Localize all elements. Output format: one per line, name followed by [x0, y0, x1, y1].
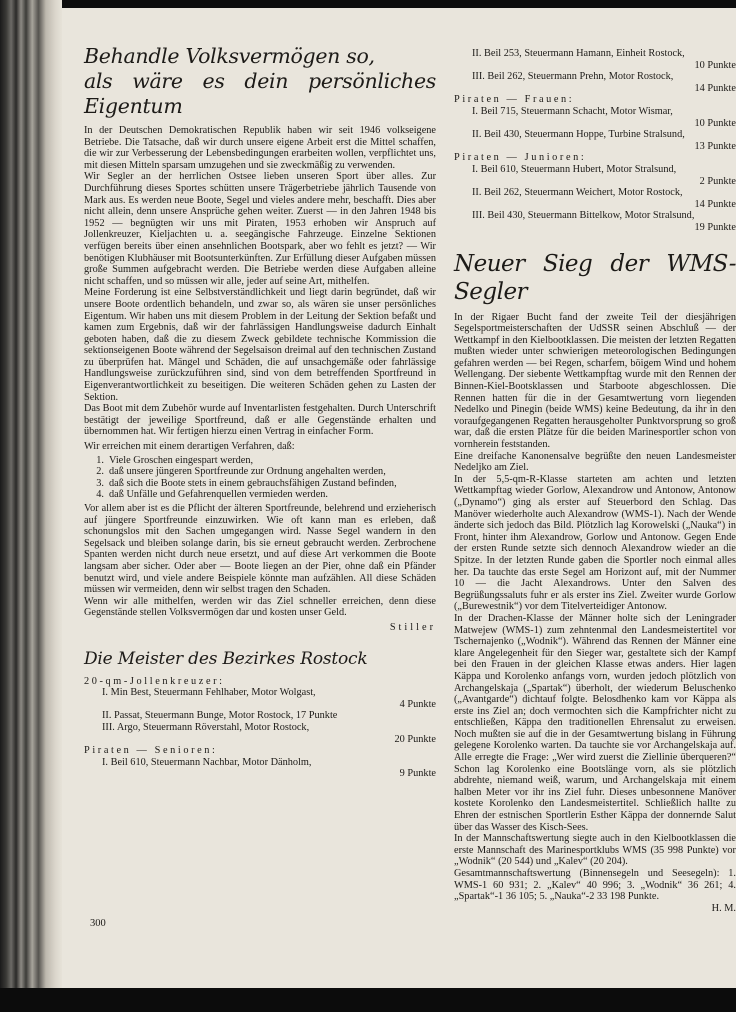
result-category: Piraten — Frauen: — [454, 94, 575, 106]
result-entry: III. Argo, Steuermann Röverstahl, Motor Rostock, — [102, 721, 310, 733]
result-points: 9 Punkte — [399, 768, 436, 780]
result-entry: III. Beil 430, Steuermann Bittelkow, Motor Stralsund, — [472, 210, 695, 222]
list-item — [84, 489, 436, 501]
paragraph: Vor allem aber ist es die Pflicht der älteren Sportfreunde, belehrend und erzieherisch auf jüngere Sportfreunde einzuwirken. Wie oft kann man es erleben, daß schonungslos mit den Sachen umgegangen wird. Nasse Segel wandern in den Segelsack und bleiben solange darin, bis sie erneut gebraucht werden. Zerbrochene Spanten werden nicht durch neue ersetzt, und auf diese Art verkommen die Boote langsam aber sicher. Oder aber — Boote liegen an der Pier, ohne daß ein Pfänder benutzt wird, und viele andere Beispiele könnte man aufzählen. All diese Schäden müssen wir vermeiden, denn wir selbst tragen den Schaden. — [84, 503, 436, 596]
result-points: 13 Punkte — [694, 140, 736, 152]
book-binding — [0, 0, 62, 1012]
article-title-line2: als wäre es dein persönliches Eigentum — [84, 69, 436, 118]
paragraph: In der Drachen-Klasse der Männer holte sich der Leningrader Matwejew (WMS-1) zum zehntenmal den Landesmeistertitel vor Tschernajenko („Wodnik“). Während das Rennen der Männer eine klare Angelegenheit für den Sieger war, gestaltete sich der Kampf bei den Frauen in der gleichen Klasse etwas anders. Hier lagen Käppa und Korolenko anfangs vorn, wurden jedoch plötzlich von Archangelskaja („Spartak“) überholt, der wiederum Beluschenko („Avantgarde“) dichtauf folgte. Belosdhenko kam vor Käppa als erste ins Ziel an; doch vermochten sich die Kampfrichter nicht zu entschließen, Käppa den traditionellen Ehrensalut zu erweisen. Noch mußten sie auf die in der Gesamtwertung bislang in Führung gelegene Korolenko warten. Da tauchte sie vor Archangelskaja auf. Alle erregte die Frage: „Wer wird zuerst die Ziellinie überqueren?“ Schon lag Korolenko eine Bootslänge vorn, als sie plötzlich abdrehte, niemand weiß, warum, und Archangelskaja mit einem halben Meter vor ihr ins Ziel fuhr. Dieses unbesonnene Manöver kostete Korolenko den Landesmeistertitel. Schließlich hallte zu Ehren der estnischen Sportlerin Esther Käppa der donnernde Salut über das Wasser des Kisch-Sees. — [454, 612, 736, 833]
result-entry: II. Beil 430, Steuermann Hoppe, Turbine Stralsund, — [472, 129, 685, 141]
paragraph: Wenn wir alle mithelfen, werden wir das Ziel schneller erreichen, denn diese Gegenstände stellen Volksvermögen dar und kosten unser Geld. — [84, 595, 436, 619]
result-entry: I. Min Best, Steuermann Fehlhaber, Motor Wolgast, — [102, 687, 316, 699]
result-points: 2 Punkte — [699, 175, 736, 187]
result-category: 20-qm-Jollenkreuzer: — [84, 675, 225, 687]
paragraph: In der 5,5-qm-R-Klasse starteten am achten und letzten Wettkampftag wieder Gorlow, Alexandrow und Antonow, Antonow („Dynamo“) ging als erster auf Steuerbord den Schlag. Das Manöver wiederholte auch Alexandrow (WMS-1). Nach der Wende änderte sich jedoch das Bild. Plötzlich lag Korowelski („Nauka“) in Front, hinter ihm Alexandrow, Gorlow und Antonow. Gegen Ende der ersten Runde setzte sich dennoch Alexandrow wieder an die Spitze. In der letzten Runde gaben die Sportler noch einmal alles her. Da tauchte das erste Segel am Horizont auf, mit der Nummer 10 — die Jacht Alexandrows. Unter den Salven des Begrüßungssaluts fuhr er als erster ins Ziel. Zweiter wurde Gorlow („Burewestnik“) vor dem Titelverteidiger Antonow. — [454, 473, 736, 613]
result-entry: II. Passat, Steuermann Bunge, Motor Rostock, 17 Punkte — [102, 710, 338, 722]
list-number: 2. — [96, 466, 104, 478]
author-signature: Stiller — [389, 621, 436, 633]
list-text: daß unsere jüngeren Sportfreunde zur Ordnung angehalten werden, — [109, 466, 386, 478]
result-points: 14 Punkte — [694, 198, 736, 210]
article-title-line1: Behandle Volksvermögen so, — [84, 44, 375, 68]
left-column — [84, 44, 436, 780]
list-text: Viele Groschen eingespart werden, — [109, 454, 254, 466]
section-title: Neuer Sieg der WMS-Segler — [454, 250, 736, 305]
list-text: daß sich die Boote stets in einem gebrauchsfähigen Zustand befinden, — [109, 477, 397, 489]
paragraph: In der Rigaer Bucht fand der zweite Teil der diesjährigen Segelsportmeisterschaften der UdSSR seinen Abschluß — der Wettkampf in den Kielbootklassen. Die meisten der letzten Regatten mußten wieder unter schwierigen meteorologischen Bedingungen gefahren werden — bei Regen, scharfem, böigem Wind und hohem Wellengang. Der siebente Wettkampftag wurde mit den Rennen der Binnen-Kiel-Bootsklassen und Starboote abgeschlossen. Die Rennen hatten für die in der Gesamtwertung vorn liegenden Nedelko und Pinegin (beide WMS) keine Bedeutung, da ihr in den voraufgegangenen Regatten herausgeholter Punktvorsprung so groß war, daß die ersten Plätze für die beiden Marinesportler schon von vornherein feststanden. — [454, 311, 736, 451]
result-entry: I. Beil 610, Steuermann Nachbar, Motor Dänholm, — [102, 756, 312, 768]
list-item — [84, 455, 436, 467]
result-entry: III. Beil 262, Steuermann Prehn, Motor Rostock, — [472, 71, 674, 83]
paragraph: In der Mannschaftswertung siegte auch in den Kielbootklassen die erste Mannschaft des Marinesportklubs WMS (35 998 Punkte) vor „Wodnik“ (20 544) und „Kalev“ (20 204). — [454, 833, 736, 868]
paragraph: Meine Forderung ist eine Selbstverständlichkeit und liegt darin begründet, daß wir unsere Boote ordentlich behandeln, und zwar so, als wären sie unser persönliches Eigentum. Wir haben uns mit diesem Problem in der Leitung der Sektion befaßt und kamen zum Ergebnis, daß wir der fahrlässigen Handlungsweise dadurch Einhalt geboten haben, daß die zu diesem Zweck gebildete technische Kommission die sektionseigenen Boote während der Segelsaison dreimal auf den technischen Zustand zu überprüfen hat. Mängel und Schäden, die auf unsachgemäße oder fahrlässige Handlungsweise zurückzuführen sind, sind von dem betreffenden Sportfreund in Eigenverantwortlichkeit zu beseitigen. Die weiteren Schäden gehen zu Lasten der Sektion. — [84, 287, 436, 403]
list-item — [84, 466, 436, 478]
list-number: 1. — [96, 454, 104, 466]
list-item — [84, 478, 436, 490]
result-points: 14 Punkte — [694, 82, 736, 94]
paragraph: Wir erreichen mit einem derartigen Verfahren, daß: — [84, 441, 295, 453]
result-points: 4 Punkte — [399, 698, 436, 710]
result-category: Piraten — Senioren: — [84, 745, 218, 757]
result-points: 10 Punkte — [694, 117, 736, 129]
paragraph: Das Boot mit dem Zubehör wurde auf Inventarlisten festgehalten. Durch Unterschrift bestätigt der jeweilige Sportfreund, daß er alle Gegenstände erhalten und übernommen hat. Wir fertigen hierzu einen Vertrag in einfacher Form. — [84, 403, 436, 438]
right-column — [454, 48, 736, 914]
list-number: 3. — [96, 477, 104, 489]
page-bottom-edge — [0, 988, 736, 1012]
numbered-list — [84, 455, 436, 501]
result-category: Piraten — Junioren: — [454, 152, 587, 164]
paragraph: Eine dreifache Kanonensalve begrüßte den neuen Landesmeister Nedeljko am Ziel. — [454, 450, 736, 474]
result-entry: I. Beil 715, Steuermann Schacht, Motor Wismar, — [472, 105, 673, 117]
author-signature: H. M. — [711, 902, 736, 914]
paragraph: In der Deutschen Demokratischen Republik haben wir seit 1946 volkseigene Betriebe. Die Tatsache, daß wir durch unsere eigene Arbeit erst die Mittel schaffen, die wir zur Verbesserung der Lebensbedingungen erarbeiten wollen, verpflichtet uns, mit diesen Mitteln sparsam umzugehen und sie zweckmäßig zu verwenden. — [84, 125, 436, 171]
section-title: Die Meister des Bezirkes Rostock — [84, 648, 368, 669]
paragraph: Gesamtmannschaftswertung (Binnensegeln und Seesegeln): 1. WMS-1 60 931; 2. „Kalev“ 40 996; 3. „Wodnik“ 36 261; 4. „Spartak“-1 36 105; 5. „Nauka“-2 33 198 Punkte. — [454, 868, 736, 903]
result-points: 10 Punkte — [694, 59, 736, 71]
result-points: 20 Punkte — [394, 733, 436, 745]
result-points: 19 Punkte — [694, 221, 736, 233]
list-number: 4. — [96, 489, 104, 501]
paragraph: Wir Segler an der herrlichen Ostsee lieben unseren Sport über alles. Zur Durchführung dieses Sportes schütten unsere Trägerbetriebe jährlich Tausende von Mark aus. Es werden neue Boote, Segel und vieles andere mehr, beschafft. Dies aber nicht allein, denn unsere Ansprüche gehen weiter. Zuerst — in den Jahren 1948 bis 1952 — begnügten wir uns mit Piraten, 1953 erhoben wir Anspruch auf Jollenkreuzer, Kieljachten u. a. seegängische Fahrzeuge. Einzelne Sektionen verfügen bereits über einen ansehnlichen Bootspark, aber wo fehlt es jetzt? — Wir benötigen Klubhäuser mit Bootsunterkünften. Zur Erfüllung dieser Aufgaben müssen große Summen aufgebracht werden. Die Betriebe werden diese Aufgaben alleine nicht schaffen, und so müssen wir alle, jeder auf seine Art, mithelfen. — [84, 171, 436, 287]
list-text: daß Unfälle und Gefahrenquellen vermieden werden. — [109, 489, 328, 501]
result-entry: I. Beil 610, Steuermann Hubert, Motor Stralsund, — [472, 163, 677, 175]
result-entry: II. Beil 262, Steuermann Weichert, Motor Rostock, — [472, 187, 683, 199]
page-number: 300 — [90, 918, 106, 929]
result-entry: II. Beil 253, Steuermann Hamann, Einheit Rostock, — [472, 48, 685, 59]
